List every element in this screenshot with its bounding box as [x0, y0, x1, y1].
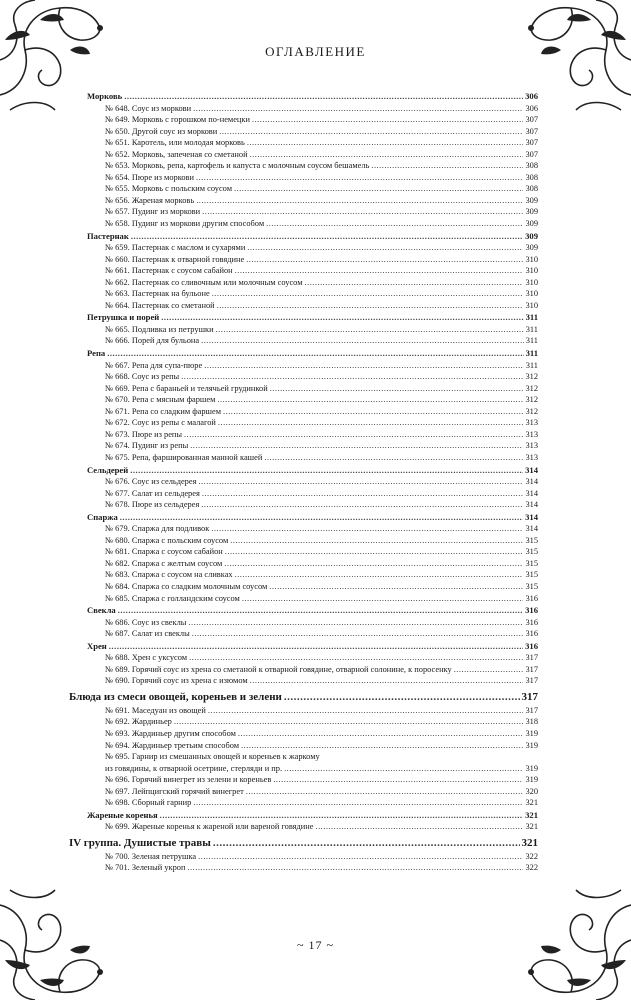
toc-entry [69, 476, 538, 488]
toc-page-number: 310 [525, 289, 538, 299]
dot-leader [213, 836, 520, 851]
toc-entry-title: № 677. Салат из сельдерея [105, 488, 200, 498]
dot-leader [250, 149, 524, 161]
toc-entry [69, 546, 538, 558]
toc-page-number: 317 [525, 676, 538, 686]
toc-entry-title: № 681. Спаржа с соусом сабайон [105, 547, 223, 557]
dot-leader [192, 628, 524, 640]
toc-page-number: 311 [525, 312, 538, 323]
dot-leader [270, 383, 524, 395]
toc-entry-title: № 692. Жардиньер [105, 717, 172, 727]
toc-page-number: 308 [525, 172, 538, 182]
toc-entry-title: № 670. Репа с мясным фаршем [105, 395, 216, 405]
toc-page-number: 322 [525, 851, 538, 861]
toc-page-number: 321 [521, 836, 538, 849]
toc-page-number: 315 [525, 547, 538, 557]
toc-entry [69, 300, 538, 312]
toc-page-number: 318 [525, 717, 538, 727]
toc-entry [69, 277, 538, 289]
dot-leader [181, 371, 523, 383]
toc-page-number: 311 [525, 348, 538, 359]
toc-page-number: 315 [525, 558, 538, 568]
toc-entry-title: № 675. Репа, фаршированная манной кашей [105, 452, 263, 462]
toc-entry [69, 242, 538, 254]
toc-entry [69, 417, 538, 429]
toc-entry-title: № 689. Горячий соус из хрена со сметаной к отварной говядине, отварной солонине, к поросенку [105, 664, 452, 674]
toc-entry [69, 851, 538, 863]
toc-entry-title: Морковь [87, 91, 123, 101]
dot-leader [247, 137, 524, 149]
toc-entry-title: № 656. Жареная морковь [105, 195, 195, 205]
toc-page-number: 315 [525, 570, 538, 580]
toc-page-number: 307 [525, 115, 538, 125]
toc-page-number: 311 [525, 336, 538, 346]
dot-leader [218, 417, 524, 429]
dot-leader [188, 617, 523, 629]
dot-leader [371, 160, 523, 172]
toc-page-number: 316 [525, 593, 538, 603]
toc-page-number: 322 [525, 863, 538, 873]
toc-page-number: 316 [525, 629, 538, 639]
toc-subsection-heading [69, 605, 538, 617]
dot-leader [196, 172, 523, 184]
toc-section-heading [69, 690, 538, 705]
toc-page-number: 316 [525, 605, 538, 616]
toc-entry-title: Репа [87, 348, 106, 359]
dot-leader [235, 265, 524, 277]
toc-entry [69, 628, 538, 640]
toc-page-number: 315 [525, 581, 538, 591]
toc-subsection-heading [69, 348, 538, 360]
toc-entry-title: № 682. Спаржа с желтым соусом [105, 558, 223, 568]
toc-page-number: 313 [525, 452, 538, 462]
toc-subsection-heading [69, 91, 538, 103]
toc-page-number: 314 [525, 477, 538, 487]
toc-entry [69, 335, 538, 347]
toc-page-number: 310 [525, 254, 538, 264]
toc-entry-title: № 690. Горячий соус из хрена с изюмом [105, 676, 248, 686]
toc-entry-title: № 669. Репа с бараньей и телячьей грудинкой [105, 383, 268, 393]
toc-entry [69, 195, 538, 207]
toc-entry [69, 523, 538, 535]
dot-leader [246, 254, 523, 266]
toc-page-number: 313 [525, 418, 538, 428]
dot-leader [201, 335, 524, 347]
toc-entry [69, 406, 538, 418]
toc-page-number: 309 [525, 207, 538, 217]
toc-entry-title: № 691. Маседуан из овощей [105, 705, 206, 715]
toc-entry [69, 774, 538, 786]
toc-entry-title: № 674. Пудинг из репы [105, 441, 189, 451]
toc-entry [69, 218, 538, 230]
toc-subsection-heading [69, 231, 538, 243]
toc-entry-title: № 698. Сборный гарнир [105, 798, 192, 808]
toc-page-number: 313 [525, 441, 538, 451]
toc-page-number: 310 [525, 277, 538, 287]
toc-entry-title: № 666. Порей для бульона [105, 336, 200, 346]
toc-entry-title: № 660. Пастернак к отварной говядине [105, 254, 245, 264]
toc-entry [69, 786, 538, 798]
toc-section-heading [69, 836, 538, 851]
dot-leader [202, 206, 523, 218]
dot-leader [211, 523, 523, 535]
toc-page-number: 309 [525, 243, 538, 253]
dot-leader [131, 231, 523, 243]
toc-subsection-heading [69, 641, 538, 653]
table-of-contents [69, 90, 538, 874]
toc-entry [69, 114, 538, 126]
toc-page-number: 310 [525, 300, 538, 310]
toc-page-number: 319 [525, 763, 538, 773]
toc-entry-title: Пастернак [87, 230, 129, 241]
toc-entry-title: № 686. Соус из свеклы [105, 617, 187, 627]
dot-leader [305, 277, 524, 289]
toc-entry [69, 440, 538, 452]
dot-leader [118, 605, 523, 617]
toc-entry-title: № 655. Морковь с польским соусом [105, 184, 232, 194]
toc-page-number: 314 [525, 488, 538, 498]
toc-entry-title: Спаржа [87, 511, 118, 522]
toc-page-number: 316 [525, 617, 538, 627]
toc-page-number: 317 [521, 690, 538, 703]
dot-leader [246, 786, 524, 798]
toc-entry-title: № 684. Спаржа со сладким молочным соусом [105, 581, 268, 591]
dot-leader [107, 348, 523, 360]
dot-leader [219, 126, 523, 138]
toc-page-number: 315 [525, 535, 538, 545]
toc-entry [69, 581, 538, 593]
dot-leader [241, 740, 523, 752]
toc-subsection-heading [69, 810, 538, 822]
toc-entry-title: № 676. Соус из сельдерея [105, 477, 197, 487]
dot-leader [184, 429, 523, 441]
toc-page-number: 320 [525, 786, 538, 796]
dot-leader [266, 218, 523, 230]
toc-entry-title: № 659. Пастернак с маслом и сухарями [105, 243, 246, 253]
toc-page-number: 321 [525, 822, 538, 832]
toc-entry-title: № 688. Хрен с уксусом [105, 653, 188, 663]
toc-entry [69, 371, 538, 383]
toc-entry [69, 265, 538, 277]
dot-leader [454, 664, 524, 676]
toc-subsection-heading [69, 512, 538, 524]
toc-page-number: 321 [525, 809, 538, 820]
toc-page-number: 319 [525, 728, 538, 738]
toc-entry-title: № 672. Соус из репы с малагой [105, 418, 216, 428]
toc-page-number: 314 [525, 524, 538, 534]
toc-page-number: 307 [525, 126, 538, 136]
toc-page-number: 309 [525, 219, 538, 229]
toc-entry-title: № 665. Подливка из петрушки [105, 324, 214, 334]
toc-entry-title: № 673. Пюре из репы [105, 429, 183, 439]
toc-entry-title: № 696. Горячий винегрет из зелени и кореньев [105, 775, 272, 785]
dot-leader [225, 546, 524, 558]
toc-entry [69, 705, 538, 717]
toc-page-number: 312 [525, 372, 538, 382]
dot-leader [235, 569, 524, 581]
toc-entry-title: № 685. Спаржа с голландским соусом [105, 593, 240, 603]
toc-entry [69, 452, 538, 464]
dot-leader [216, 324, 524, 336]
dot-leader [109, 641, 523, 653]
toc-entry-title: № 680. Спаржа с польским соусом [105, 535, 229, 545]
toc-page-number: 311 [525, 360, 538, 370]
dot-leader [187, 862, 523, 874]
toc-page-number: 314 [525, 464, 538, 475]
toc-entry [69, 429, 538, 441]
dot-leader [242, 593, 524, 605]
dot-leader [174, 716, 524, 728]
toc-entry [69, 137, 538, 149]
dot-leader [193, 103, 523, 115]
toc-entry [69, 103, 538, 115]
dot-leader [230, 535, 523, 547]
toc-entry-title: № 701. Зеленый укроп [105, 863, 186, 873]
toc-entry-title: № 678. Пюре из сельдерея [105, 500, 200, 510]
toc-entry-title: № 687. Салат из свеклы [105, 629, 190, 639]
toc-page-number: 309 [525, 195, 538, 205]
toc-page-number: 321 [525, 798, 538, 808]
toc-entry-title: № 671. Репа со сладким фаршем [105, 406, 222, 416]
toc-entry-title: Петрушка и порей [87, 312, 160, 323]
dot-leader [130, 465, 523, 477]
dot-leader [252, 114, 523, 126]
dot-leader [269, 581, 523, 593]
dot-leader [250, 675, 524, 687]
toc-entry [69, 862, 538, 874]
dot-leader [193, 797, 523, 809]
dot-leader [273, 774, 523, 786]
dot-leader [196, 195, 523, 207]
toc-entry [69, 126, 538, 138]
toc-entry [69, 324, 538, 336]
toc-entry [69, 821, 538, 833]
dot-leader [234, 183, 523, 195]
toc-entry [69, 617, 538, 629]
toc-page-number: 307 [525, 138, 538, 148]
toc-entry [69, 740, 538, 752]
toc-entry-title: № 648. Соус из моркови [105, 103, 192, 113]
toc-subsection-heading [69, 312, 538, 324]
dot-leader [217, 300, 524, 312]
toc-page-number: 312 [525, 383, 538, 393]
toc-page-number: 317 [525, 705, 538, 715]
toc-entry [69, 652, 538, 664]
toc-page-number: 314 [525, 500, 538, 510]
dot-leader [224, 558, 523, 570]
toc-entry [69, 183, 538, 195]
toc-entry-title: № 654. Пюре из моркови [105, 172, 194, 182]
dot-leader [202, 488, 524, 500]
toc-entry-title: № 694. Жардиньер третьим способом [105, 740, 240, 750]
dot-leader [120, 512, 523, 524]
toc-page-number: 312 [525, 395, 538, 405]
toc-page-number: 317 [525, 653, 538, 663]
dot-leader [198, 851, 523, 863]
toc-entry [69, 360, 538, 372]
dot-leader [201, 499, 523, 511]
toc-entry [69, 593, 538, 605]
page-title: ОГЛАВЛЕНИЕ [265, 44, 366, 59]
toc-entry-title: № 658. Пудинг из моркови другим способом [105, 219, 265, 229]
dot-leader [284, 763, 523, 775]
toc-entry [69, 288, 538, 300]
toc-page-number: 319 [525, 775, 538, 785]
toc-entry-title: № 693. Жардиньер другим способом [105, 728, 236, 738]
toc-entry [69, 751, 538, 763]
dot-leader [160, 810, 523, 822]
toc-entry [69, 172, 538, 184]
toc-page-number: 309 [525, 230, 538, 241]
dot-leader [204, 360, 524, 372]
dot-leader [208, 705, 524, 717]
toc-entry-title: № 652. Морковь, запеченая со сметаной [105, 149, 248, 159]
toc-page-number: 317 [525, 664, 538, 674]
toc-entry [69, 149, 538, 161]
dot-leader [247, 242, 523, 254]
toc-page-number: 314 [525, 511, 538, 522]
dot-leader [198, 476, 523, 488]
toc-entry-title: Свекла [87, 605, 116, 616]
toc-page-number: 319 [525, 740, 538, 750]
toc-page-number: 311 [525, 324, 538, 334]
toc-entry-title: Жареные коренья [87, 809, 158, 820]
toc-entry [69, 763, 538, 775]
toc-entry-title: № 683. Спаржа с соусом на сливках [105, 570, 233, 580]
toc-entry [69, 499, 538, 511]
toc-entry [69, 716, 538, 728]
toc-entry-title: № 664. Пастернак со сметаной [105, 300, 215, 310]
toc-entry [69, 394, 538, 406]
toc-page-number: 312 [525, 406, 538, 416]
toc-entry-title: № 695. Гарнир из смешанных овощей и кореньев к жаркому [105, 752, 320, 762]
dot-leader [212, 288, 524, 300]
dot-leader [161, 312, 523, 324]
toc-entry-title: № 650. Другой соус из моркови [105, 126, 218, 136]
dot-leader [189, 652, 523, 664]
toc-page-number: 308 [525, 161, 538, 171]
toc-entry-title: № 663. Пастернак на бульоне [105, 289, 210, 299]
dot-leader [315, 821, 523, 833]
toc-entry-title: № 651. Каротель, или молодая морковь [105, 138, 245, 148]
toc-entry-title: № 697. Лейпцигский горячий винегрет [105, 786, 244, 796]
toc-entry-title: № 661. Пастернак с соусом сабайон [105, 266, 233, 276]
toc-entry [69, 206, 538, 218]
toc-entry-title: № 662. Пастернак со сливочным или молочным соусом [105, 277, 303, 287]
toc-entry [69, 254, 538, 266]
toc-entry [69, 569, 538, 581]
toc-page-number: 313 [525, 429, 538, 439]
toc-page-number: 310 [525, 266, 538, 276]
toc-entry [69, 160, 538, 172]
toc-entry-title: Блюда из смеси овощей, кореньев и зелени [69, 690, 282, 703]
toc-subsection-heading [69, 465, 538, 477]
toc-entry [69, 797, 538, 809]
toc-entry [69, 558, 538, 570]
dot-leader [264, 452, 523, 464]
toc-entry-title: IV группа. Душистые травы [69, 836, 211, 849]
toc-entry [69, 535, 538, 547]
page-number: ~ 17 ~ [297, 938, 334, 952]
toc-entry-title: № 649. Морковь с горошком по-немецки [105, 115, 250, 125]
toc-entry-title: Сельдерей [87, 464, 129, 475]
dot-leader [124, 91, 523, 103]
toc-entry-title: № 699. Жареные коренья к жареной или вареной говядине [105, 822, 314, 832]
toc-page-number: 307 [525, 149, 538, 159]
toc-page-number: 316 [525, 640, 538, 651]
toc-entry-title: № 657. Пудинг из моркови [105, 207, 201, 217]
toc-page-number: 306 [525, 91, 538, 101]
toc-entry [69, 383, 538, 395]
dot-leader [190, 440, 523, 452]
dot-leader [238, 728, 524, 740]
toc-page-number: 308 [525, 184, 538, 194]
toc-entry [69, 664, 538, 676]
toc-entry-title: из говядины, к отварной осетрине, стерляди и пр. [105, 763, 283, 773]
toc-page-number: 306 [525, 103, 538, 113]
dot-leader [223, 406, 523, 418]
dot-leader [217, 394, 523, 406]
toc-entry-title: Хрен [87, 640, 107, 651]
toc-entry-title: № 653. Морковь, репа, картофель и капуста с молочным соусом бешамель [105, 161, 370, 171]
toc-entry-title: № 700. Зеленая петрушка [105, 851, 197, 861]
toc-entry [69, 488, 538, 500]
toc-entry-title: № 668. Соус из репы [105, 372, 180, 382]
toc-entry-title: № 667. Репа для супа-пюре [105, 360, 203, 370]
toc-entry-title: № 679. Спаржа для подливок [105, 524, 210, 534]
dot-leader [284, 690, 520, 705]
toc-entry [69, 728, 538, 740]
toc-entry [69, 675, 538, 687]
